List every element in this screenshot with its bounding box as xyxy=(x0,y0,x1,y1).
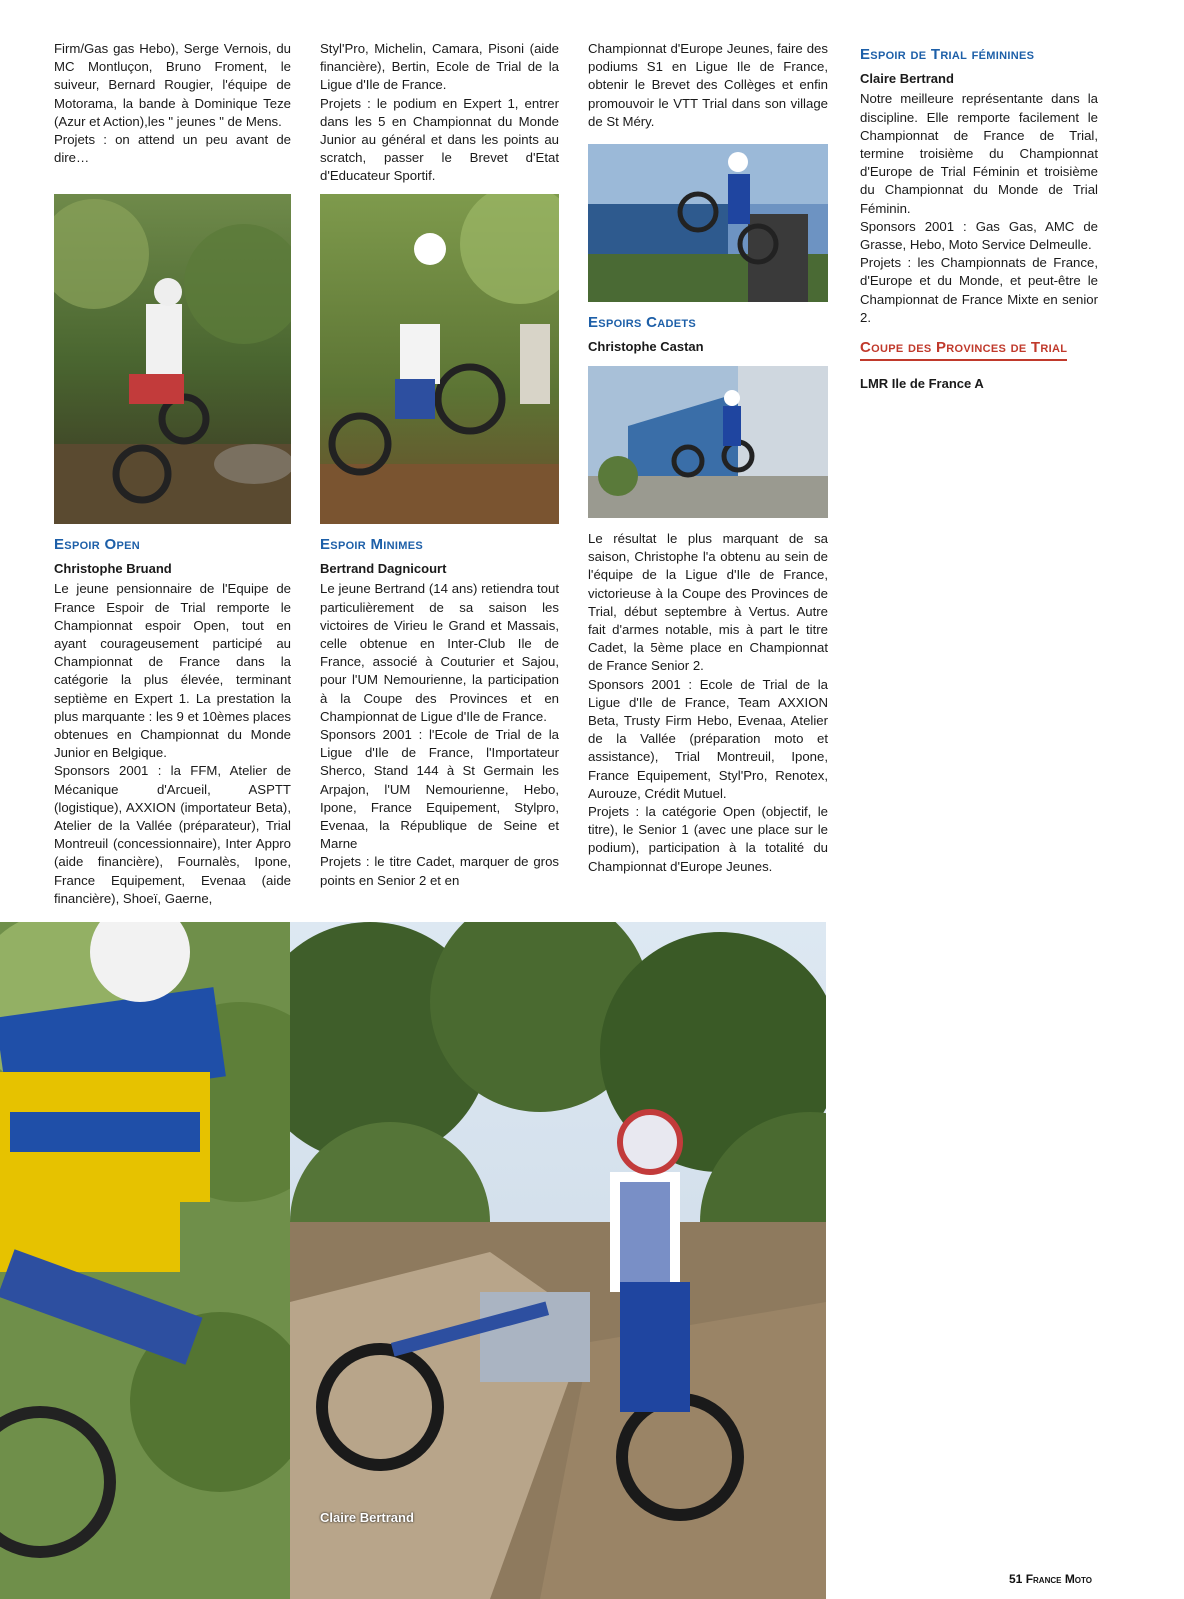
minimes-p1: Le jeune Bertrand (14 ans) retiendra tout particulièrement de sa saison les victoires de Virieu le Grand et Massais, celle obtenue en Inter-Club Ile de France, associé à Couturier et Sajou, pour l'UM Nemourienne, la participation à la Coupe des Provinces et en Championnat de Ligue d'Ile de France. xyxy=(320,581,559,724)
photo-caption: Claire Bertrand xyxy=(320,1510,414,1525)
col4-text xyxy=(860,46,1098,395)
page-number: 51 xyxy=(1009,1572,1023,1586)
open-p1: Le jeune pensionnaire de l'Equipe de France Espoir de Trial remporte le Championnat espoir Open, tout en ayant courageusement participé au Championnat de France dans la catégorie la plus élevée, terminant septième en Expert 1. La prestation la plus marquante : les 9 et 10èmes places obtenues en Championnat du Monde Junior en Belgique. xyxy=(54,581,291,761)
section-espoir-minimes xyxy=(320,536,559,890)
cadets-p1: Le résultat le plus marquant de sa saison, Christophe l'a obtenu au sein de l'équipe de la Ligue d'Ile de France, victorieuse à la Coupe des Provinces de Trial, début septembre à Vertus. Autre fait d'armes notable, mis à part le titre Cadet, la 5ème place en Championnat de France Senior 2. xyxy=(588,531,828,674)
cadets-header xyxy=(588,314,828,358)
cadets-p3: Projets : la catégorie Open (objectif, le titre), le Senior 1 (avec une place sur le podium), participation à la totalité du Championnat d'Europe Jeunes. xyxy=(588,804,828,874)
feminines-p3: Projets : les Championnats de France, d'Europe et du Monde, et peut-être le Championnat de France Mixte en senior 2. xyxy=(860,255,1098,325)
col3-top-text xyxy=(588,40,828,131)
open-p2: Sponsors 2001 : la FFM, Atelier de Mécanique d'Arcueil, ASPTT (logistique), AXXION (importateur Beta), Atelier de la Vallée (préparateur), Trial Montreuil (concessionnaire), Inter Appro (aide financière), Fournalès, Ipone, France Equipement, Evenaa (aide financière), Shoeï, Gaerne, xyxy=(54,763,291,906)
photo-cadets-2 xyxy=(588,366,828,518)
cadets-p2: Sponsors 2001 : Ecole de Trial de la Ligue d'Ile de France, Team AXXION Beta, Trusty Firm Hebo, Evenaa, Atelier de la Vallée (préparation moto et assistance), Trial Montreuil, Ipone, France Equipement, Styl'Pro, Renotex, Aurouze, Crédit Mutuel. xyxy=(588,676,828,801)
person-bertrand-dagnicourt: Bertrand Dagnicourt xyxy=(320,561,447,577)
heading-espoirs-cadets: Espoirs Cadets xyxy=(588,314,697,331)
col1-top-p1: Firm/Gas gas Hebo), Serge Vernois, du MC Montluçon, Bruno Froment, le suiveur, Bernard Rougier, l'équipe de Motorama, la bande à Dominique Teze (Azur et Action),les " jeunes " de Mens. xyxy=(54,41,291,129)
person-christophe-bruand: Christophe Bruand xyxy=(54,561,172,577)
magazine-brand: France Moto xyxy=(1025,1572,1092,1586)
feminines-p2: Sponsors 2001 : Gas Gas, AMC de Grasse, Hebo, Moto Service Delmeulle. xyxy=(860,218,1098,253)
section-espoirs-cadets-body xyxy=(588,530,828,876)
person-christophe-castan: Christophe Castan xyxy=(588,339,704,355)
photo-claire-bertrand xyxy=(290,922,826,1599)
section-espoir-open xyxy=(54,536,291,908)
heading-espoir-minimes: Espoir Minimes xyxy=(320,536,423,553)
minimes-p3: Projets : le titre Cadet, marquer de gros points en Senior 2 et en xyxy=(320,854,559,888)
col1-top-p2: Projets : on attend un peu avant de dire… xyxy=(54,132,291,166)
heading-espoir-open: Espoir Open xyxy=(54,536,140,553)
col2-top-p1: Styl'Pro, Michelin, Camara, Pisoni (aide financière), Bertin, Ecole de Trial de la Ligue d'Ile de France. xyxy=(320,41,559,93)
page-footer xyxy=(1009,1572,1092,1586)
minimes-p2: Sponsors 2001 : l'Ecole de Trial de la Ligue d'Ile de France, l'Importateur Sherco, Stand 144 à St Germain les Arpajon, l'UM Nemourienne, Hebo, Ipone, France Equipement, Stylpro, Evenaa, la République de Seine et Marne xyxy=(320,727,559,852)
coupe-team: LMR Ile de France A xyxy=(860,376,984,392)
photo-bottom-left-rider xyxy=(0,922,290,1599)
feminines-p1: Notre meilleure représentante dans la discipline. Elle remporte facilement le Championnat de France de Trial, termine troisième du Championnat d'Europe de Trial Féminin et troisième du Championnat du Monde de Trial Féminin. xyxy=(860,91,1098,216)
photo-bertrand-dagnicourt xyxy=(320,194,559,524)
col1-top-text xyxy=(54,40,291,167)
col2-top-text xyxy=(320,40,559,186)
heading-coupe-provinces: Coupe des Provinces de Trial xyxy=(860,339,1067,361)
heading-feminines: Espoir de Trial féminines xyxy=(860,46,1035,63)
person-claire-bertrand: Claire Bertrand xyxy=(860,71,954,87)
col2-top-p2: Projets : le podium en Expert 1, entrer dans les 5 en Championnat du Monde Junior au général et dans les points au scratch, passer le Brevet d'Etat d'Educateur Sportif. xyxy=(320,95,559,184)
col3-top-p1: Championnat d'Europe Jeunes, faire des podiums S1 en Ligue Ile de France, obtenir le Brevet des Collèges et enfin promouvoir le VTT Trial dans son village de St Méry. xyxy=(588,41,828,129)
photo-christophe-bruand xyxy=(54,194,291,524)
photo-cadets-1 xyxy=(588,144,828,302)
